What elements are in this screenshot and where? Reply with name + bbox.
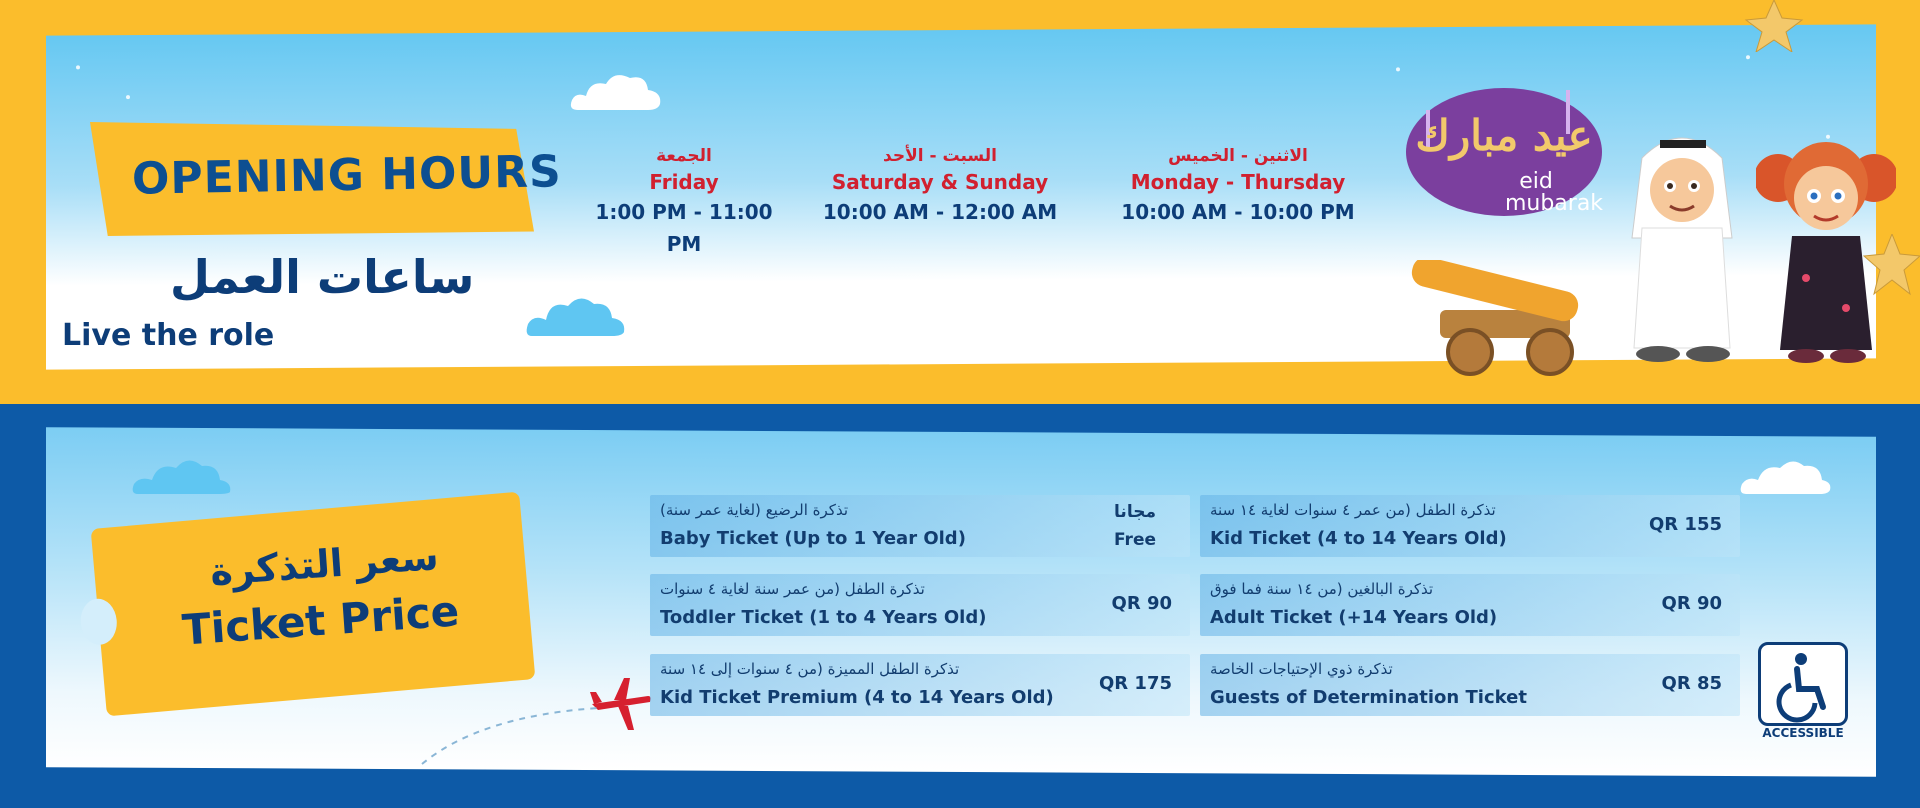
ticket-label: Baby Ticket (Up to 1 Year Old) — [660, 528, 966, 549]
ticket-label: Kid Ticket Premium (4 to 14 Years Old) — [660, 687, 1054, 708]
ticket-label-arabic: تذكرة البالغين (من ١٤ سنة فما فوق — [1210, 580, 1434, 598]
day-english: Saturday & Sunday — [831, 170, 1049, 194]
ticket-price-value: QR 85 — [1661, 673, 1722, 694]
ticket-label: Kid Ticket (4 to 14 Years Old) — [1210, 528, 1507, 549]
cloud-icon — [1738, 456, 1832, 496]
price-row-toddler — [650, 574, 1190, 636]
cloud-icon — [130, 454, 234, 496]
ticket-label: Toddler Ticket (1 to 4 Years Old) — [660, 607, 987, 628]
svg-text:mubarak: mubarak — [1504, 191, 1604, 216]
day-english: Friday — [649, 170, 719, 194]
day-arabic: السبت - الأحد — [883, 146, 997, 166]
tagline: Live the role — [62, 318, 275, 353]
accessible-badge — [1758, 642, 1848, 726]
price-row-adult — [1200, 574, 1740, 636]
ticket-label: Adult Ticket (+14 Years Old) — [1210, 607, 1498, 628]
flight-path — [420, 696, 600, 766]
price-row-kid-premium — [650, 654, 1190, 716]
ticket-label-arabic: تذكرة الطفل المميزة (من ٤ سنوات إلى ١٤ سنة — [660, 660, 960, 678]
ticket-price-title: Ticket Price — [180, 586, 461, 655]
ticket-price-value: QR 175 — [1098, 673, 1172, 694]
price-row-kid — [1200, 495, 1740, 557]
cloud-icon — [568, 70, 664, 112]
hours-friday — [580, 144, 788, 260]
day-english: Monday - Thursday — [1130, 170, 1346, 194]
day-arabic: الاثنين - الخميس — [1168, 146, 1308, 166]
accessible-label: ACCESSIBLE — [1762, 726, 1844, 740]
ticket-price-title-arabic: سعر التذكرة — [208, 534, 440, 594]
ticket-label-arabic: تذكرة الرضيع (لغاية عمر سنة) — [660, 501, 848, 519]
ticket-label-arabic: تذكرة الطفل (من عمر سنة لغاية ٤ سنوات — [660, 580, 925, 598]
wheelchair-icon — [1761, 645, 1845, 723]
ticket-price-value: QR 155 — [1648, 514, 1722, 535]
time-range: 10:00 AM - 10:00 PM — [1121, 200, 1355, 224]
price-row-baby — [650, 495, 1190, 557]
opening-hours-title: OPENING HOURS — [131, 146, 563, 205]
svg-text:eid: eid — [1519, 169, 1553, 194]
price-row-determination — [1200, 654, 1740, 716]
day-arabic: الجمعة — [656, 146, 712, 166]
boy-character — [1612, 118, 1752, 368]
svg-text:عيد مبارك: عيد مبارك — [1415, 111, 1593, 160]
ticket-price-value: QR 90 — [1661, 593, 1722, 614]
eid-mubarak-badge — [1386, 70, 1616, 240]
ticket-label-arabic: تذكرة ذوي الإحتياجات الخاصة — [1210, 660, 1393, 678]
star-icon — [1742, 0, 1806, 52]
ticket-price-value: QR 90 — [1111, 593, 1172, 614]
price-english: Free — [1114, 530, 1156, 550]
hours-weekdays — [1120, 144, 1356, 228]
time-range: 1:00 PM - 11:00 PM — [595, 200, 773, 256]
cannon-illustration — [1400, 260, 1610, 380]
ticket-label-arabic: تذكرة الطفل (من عمر ٤ سنوات لغاية ١٤ سنة — [1210, 501, 1496, 519]
hours-weekend — [822, 144, 1058, 228]
opening-hours-title-arabic: ساعات العمل — [170, 250, 475, 304]
cloud-icon — [524, 290, 628, 338]
ticket-price-value — [1114, 498, 1156, 554]
star-icon — [1862, 234, 1920, 296]
time-range: 10:00 AM - 12:00 AM — [822, 200, 1058, 224]
price-arabic: مجانا — [1114, 502, 1156, 522]
ticket-label: Guests of Determination Ticket — [1210, 687, 1527, 708]
